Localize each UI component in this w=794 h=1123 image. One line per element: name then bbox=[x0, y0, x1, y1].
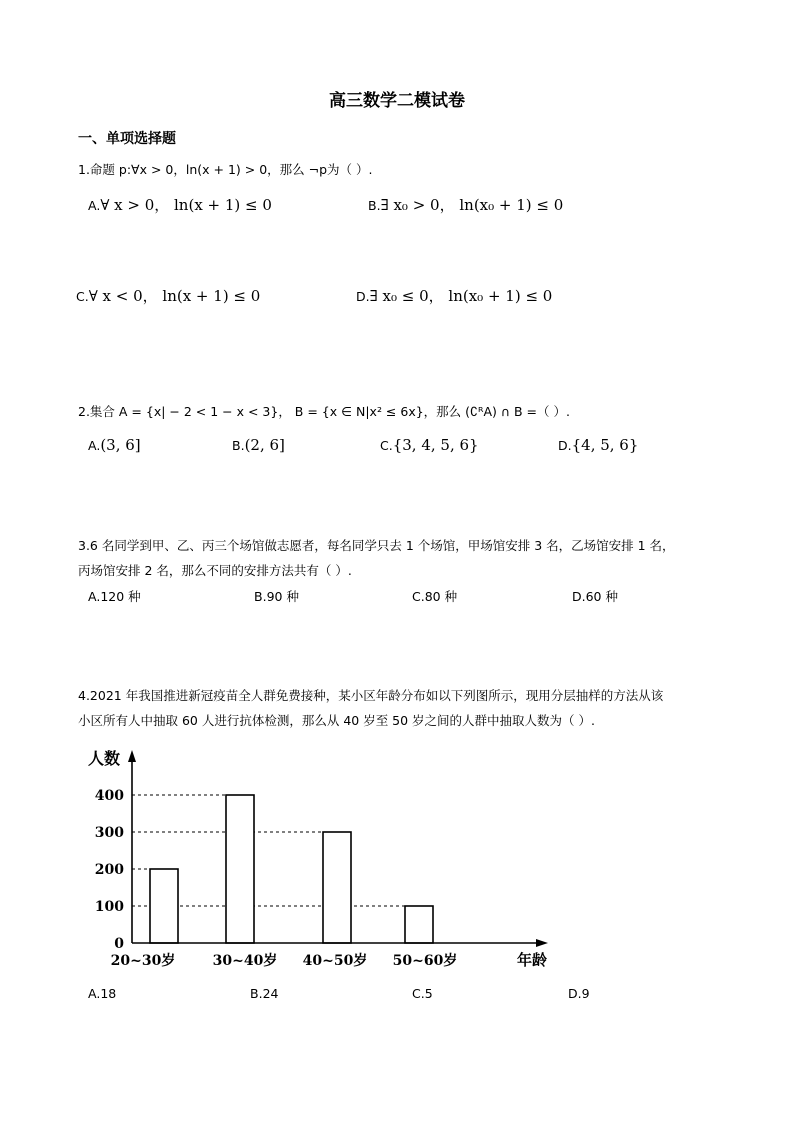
option-text: 24 bbox=[262, 986, 279, 1001]
q1-option-a[interactable] bbox=[88, 194, 272, 215]
q3-option-c[interactable] bbox=[412, 587, 457, 605]
question-4-line-2: 小区所有人中抽取 60 人进行抗体检测，那么从 40 岁至 50 岁之间的人群中抽取人数为（ ）. bbox=[78, 713, 596, 728]
q3-option-d[interactable] bbox=[572, 587, 618, 605]
option-label: D. bbox=[356, 289, 370, 304]
option-text: 9 bbox=[581, 986, 590, 1001]
option-text: ∃ x₀ > 0， ln(x₀ + 1) ≤ 0 bbox=[380, 196, 564, 214]
x-category-label: 40~50岁 bbox=[302, 953, 368, 969]
x-category-label: 50~60岁 bbox=[392, 953, 458, 969]
option-text: 80 种 bbox=[424, 589, 458, 604]
option-label: C. bbox=[412, 986, 425, 1001]
option-label: B. bbox=[368, 198, 381, 213]
q1-option-d[interactable] bbox=[356, 285, 552, 306]
x-category-label: 30~40岁 bbox=[212, 953, 278, 969]
q4-option-a[interactable] bbox=[88, 986, 116, 1001]
x-axis-arrow bbox=[536, 939, 548, 947]
q2-option-c[interactable] bbox=[380, 436, 479, 454]
q3-option-a[interactable] bbox=[88, 587, 141, 605]
option-label: C. bbox=[380, 438, 393, 453]
question-3-line-2: 丙场馆安排 2 名，那么不同的安排方法共有（ ）. bbox=[78, 563, 352, 578]
q1-option-b[interactable] bbox=[368, 194, 563, 215]
option-text: (2, 6] bbox=[244, 436, 285, 454]
option-text: {3, 4, 5, 6} bbox=[392, 436, 479, 454]
page-title: 高三数学二模试卷 bbox=[329, 91, 465, 111]
option-label: A. bbox=[88, 986, 101, 1001]
option-text: ∀ x < 0， ln(x + 1) ≤ 0 bbox=[88, 287, 261, 305]
y-tick-label: 400 bbox=[94, 788, 124, 804]
question-3-line-1: 3.6 名同学到甲、乙、丙三个场馆做志愿者，每名同学只去 1 个场馆，甲场馆安排 3 名，乙场馆安排 1 名， bbox=[78, 538, 675, 553]
question-4-line-1: 4.2021 年我国推进新冠疫苗全人群免费接种，某小区年龄分布如以下列图所示，现用分层抽样的方法从该 bbox=[78, 688, 664, 703]
option-label: B. bbox=[232, 438, 245, 453]
option-text: 5 bbox=[424, 986, 433, 1001]
q4-option-d[interactable] bbox=[568, 986, 590, 1001]
q2-option-d[interactable] bbox=[558, 436, 638, 454]
y-tick-label: 300 bbox=[94, 825, 124, 841]
option-label: C. bbox=[412, 589, 425, 604]
question-1: 1.命题 p:∀x > 0，ln(x + 1) > 0，那么 ¬p为（ ）. bbox=[78, 162, 373, 177]
option-text: 90 种 bbox=[266, 589, 299, 604]
bar bbox=[226, 795, 254, 943]
q2-option-a[interactable] bbox=[88, 436, 141, 454]
option-label: A. bbox=[88, 589, 101, 604]
y-tick-label: 100 bbox=[94, 899, 124, 915]
option-text: 18 bbox=[100, 986, 117, 1001]
option-label: A. bbox=[88, 198, 101, 213]
y-tick-label: 0 bbox=[114, 936, 124, 952]
q4-option-c[interactable] bbox=[412, 986, 433, 1001]
question-2: 2.集合 A = {x| − 2 < 1 − x < 3}， B = {x ∈ N|x² ≤ 6x}，那么 (∁ᴿA) ∩ B =（ ）. bbox=[78, 404, 570, 419]
q2-option-b[interactable] bbox=[232, 436, 285, 454]
q4-option-b[interactable] bbox=[250, 986, 278, 1001]
option-text: 60 种 bbox=[585, 589, 618, 604]
option-label: D. bbox=[572, 589, 586, 604]
x-axis-title: 年龄 bbox=[516, 951, 548, 969]
option-label: D. bbox=[568, 986, 582, 1001]
y-axis-title: 人数 bbox=[88, 749, 121, 768]
option-label: C. bbox=[76, 289, 89, 304]
y-axis-arrow bbox=[128, 750, 136, 762]
option-label: A. bbox=[88, 438, 101, 453]
option-label: B. bbox=[250, 986, 263, 1001]
bar bbox=[323, 832, 351, 943]
y-tick-label: 200 bbox=[94, 862, 124, 878]
q3-option-b[interactable] bbox=[254, 587, 299, 605]
option-text: {4, 5, 6} bbox=[571, 436, 639, 454]
option-text: (3, 6] bbox=[100, 436, 141, 454]
option-label: D. bbox=[558, 438, 572, 453]
option-text: ∀ x > 0， ln(x + 1) ≤ 0 bbox=[100, 196, 272, 214]
section-heading: 一、单项选择题 bbox=[78, 131, 176, 147]
age-histogram bbox=[80, 740, 560, 980]
q1-option-c[interactable] bbox=[76, 285, 260, 306]
x-category-label: 20~30岁 bbox=[110, 953, 176, 969]
bar bbox=[405, 906, 433, 943]
option-text: 120 种 bbox=[100, 589, 141, 604]
option-text: ∃ x₀ ≤ 0， ln(x₀ + 1) ≤ 0 bbox=[369, 287, 553, 305]
bar bbox=[150, 869, 178, 943]
option-label: B. bbox=[254, 589, 267, 604]
